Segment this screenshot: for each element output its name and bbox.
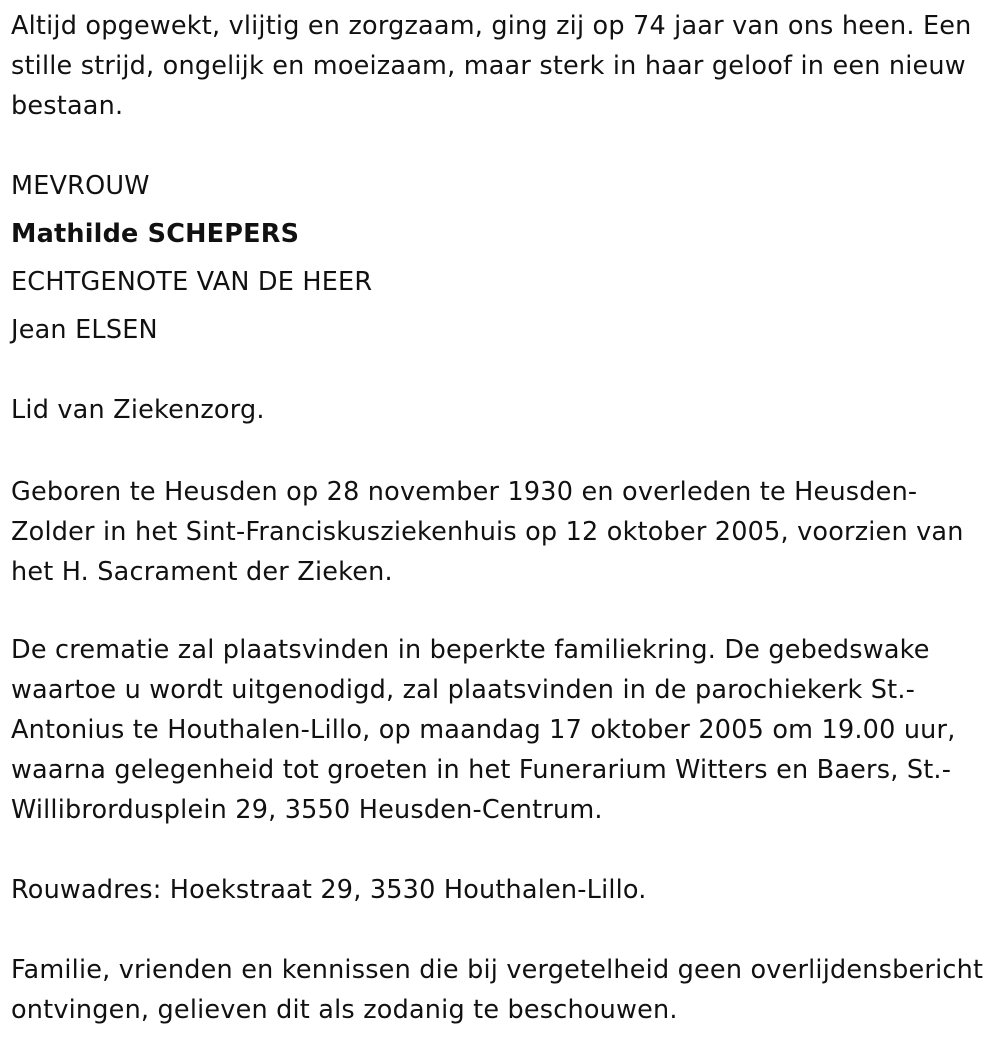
relation-label: ECHTGENOTE VAN DE HEER (11, 267, 373, 297)
closing-paragraph: Familie, vrienden en kennissen die bij vergetelheid geen overlijdensbericht ontvingen, gelieven dit als zodanig te beschouwen. (11, 955, 984, 1025)
spouse-name: Jean ELSEN (11, 315, 158, 345)
title-label: MEVROUW (11, 171, 150, 201)
intro-paragraph: Altijd opgewekt, vlijtig en zorgzaam, ging zij op 74 jaar van ons heen. Een stille strijd, ongelijk en moeizaam, maar sterk in haar geloof in een nieuw bestaan. (11, 11, 972, 121)
mourning-address: Rouwadres: Hoekstraat 29, 3530 Houthalen-Lillo. (11, 875, 647, 905)
birth-death-paragraph: Geboren te Heusden op 28 november 1930 en overleden te Heusden-Zolder in het Sint-Franciskusziekenhuis op 12 oktober 2005, voorzien van het H. Sacrament der Zieken. (11, 477, 964, 587)
deceased-name: Mathilde SCHEPERS (11, 219, 300, 249)
ceremony-paragraph: De crematie zal plaatsvinden in beperkte familiekring. De gebedswake waartoe u wordt uitgenodigd, zal plaatsvinden in de parochiekerk St.-Antonius te Houthalen-Lillo, op maandag 17 oktober 2005 om 19.00 uur, waarna gelegenheid tot groeten in het Funerarium Witters en Baers, St.-Willibrordusplein 29, 3550 Heusden-Centrum. (11, 635, 956, 825)
membership-text: Lid van Ziekenzorg. (11, 395, 265, 425)
